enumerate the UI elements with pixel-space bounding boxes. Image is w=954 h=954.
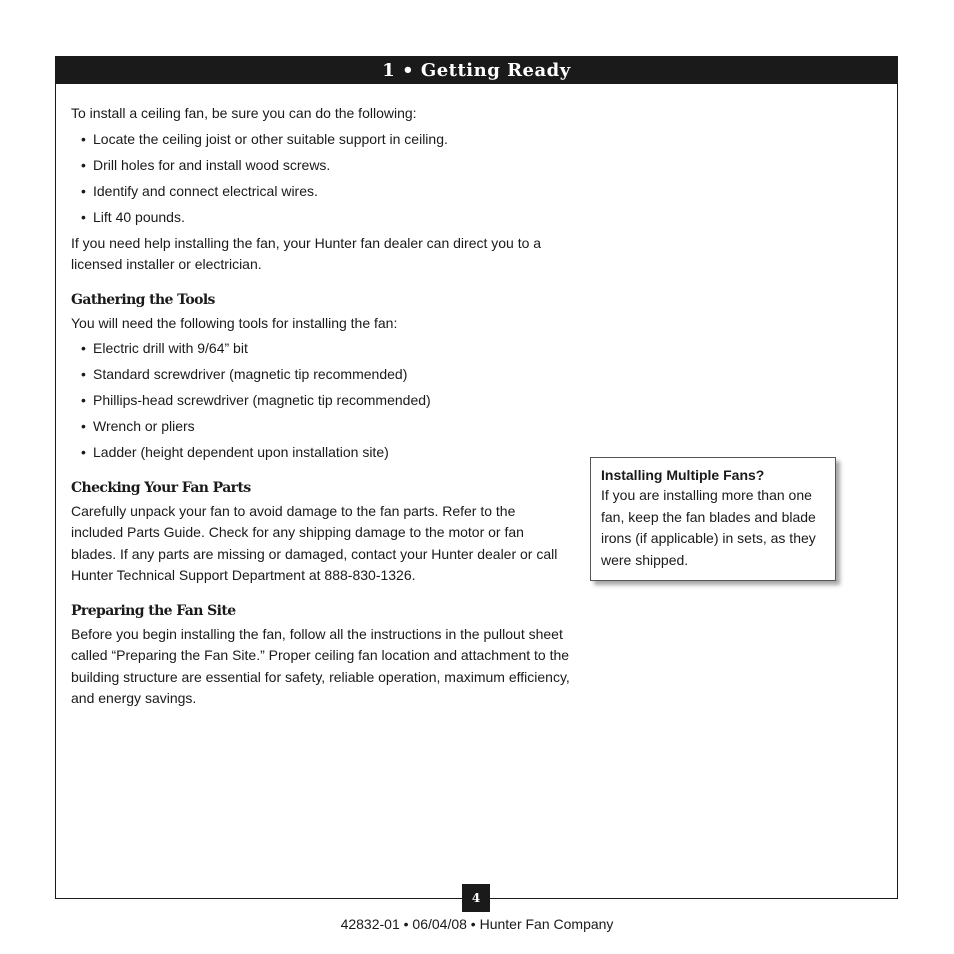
requirements-list <box>81 129 571 229</box>
site-body: Before you begin installing the fan, follow all the instructions in the pullout sheet called “Preparing the Fan Site.” Proper ceiling fan location and attachment to the building structure are essential for safety, reliable operation, maximum efficiency, and energy savings. <box>71 625 570 706</box>
page-number: 4 <box>462 884 490 912</box>
section-title: 1 • Getting Ready <box>56 57 897 84</box>
list-item: • Electric drill with 9/64” bit <box>81 338 571 360</box>
list-item: • Phillips-head screwdriver (magnetic tip recommended) <box>81 390 571 412</box>
intro-help: If you need help installing the fan, your Hunter fan dealer can direct you to a licensed installer or electrician. <box>71 234 542 272</box>
list-item: • Identify and connect electrical wires. <box>81 181 571 203</box>
tools-heading: Gathering the Tools <box>71 291 215 308</box>
page-frame <box>55 56 898 905</box>
list-item: • Wrench or pliers <box>81 416 571 438</box>
footer: 42832-01 • 06/04/08 • Hunter Fan Company <box>340 916 614 932</box>
tools-lead: You will need the following tools for installing the fan: <box>71 314 398 331</box>
list-item: • Drill holes for and install wood screws. <box>81 155 571 177</box>
main-content <box>71 103 571 710</box>
multiple-fans-callout <box>590 457 836 581</box>
parts-heading: Checking Your Fan Parts <box>71 479 251 496</box>
site-heading: Preparing the Fan Site <box>71 602 236 619</box>
list-item: • Locate the ceiling joist or other suitable support in ceiling. <box>81 129 571 151</box>
callout-body: If you are installing more than one fan, keep the fan blades and blade irons (if applicable) in sets, as they were shipped. <box>601 487 816 568</box>
list-item: • Standard screwdriver (magnetic tip recommended) <box>81 364 571 386</box>
list-item: • Lift 40 pounds. <box>81 207 571 229</box>
callout-title: Installing Multiple Fans? <box>601 467 765 483</box>
intro-lead: To install a ceiling fan, be sure you can do the following: <box>71 105 417 121</box>
tools-list <box>81 338 571 464</box>
list-item: • Ladder (height dependent upon installation site) <box>81 442 571 464</box>
parts-body: Carefully unpack your fan to avoid damage to the fan parts. Refer to the included Parts Guide. Check for any shipping damage to the motor or fan blades. If any parts are missing or damaged, contact your Hunter dealer or call Hunter Technical Support Department at 888-830-1326. <box>71 502 558 583</box>
